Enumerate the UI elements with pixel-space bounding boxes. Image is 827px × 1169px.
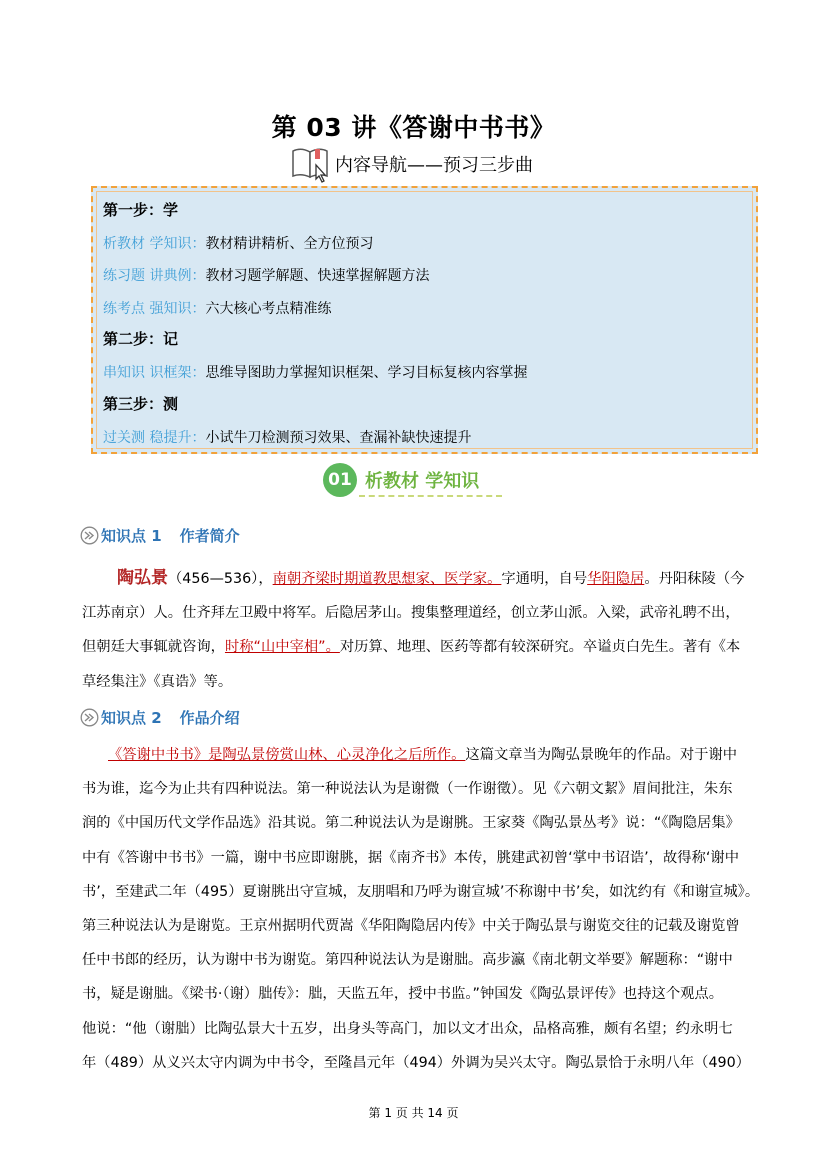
knowledge-point-heading — [80, 707, 240, 728]
step-row — [103, 233, 373, 253]
content-navigation-heading — [289, 143, 533, 185]
step-row-text: 六大核心考点精准练 — [205, 301, 332, 317]
section-number: 01 — [323, 463, 357, 497]
section-badge — [323, 463, 479, 497]
step-row — [103, 427, 471, 447]
page-title: 第 03 讲《答谢中书书》 — [271, 113, 556, 142]
step-three-heading: 第三步：测 — [103, 395, 179, 413]
step-row — [103, 265, 429, 285]
step-row-label: 练习题 讲典例： — [103, 268, 206, 284]
step-row-label: 练考点 强知识： — [103, 301, 206, 317]
book-pointer-icon — [289, 143, 333, 185]
knowledge-point-title: 作品介绍 — [179, 709, 240, 727]
step-row-text: 小试牛刀检测预习效果、查漏补缺快速提升 — [205, 430, 472, 446]
step-one-heading: 第一步：学 — [103, 201, 179, 219]
knowledge-point-label: 知识点 2 — [101, 709, 162, 727]
knowledge-point-label: 知识点 1 — [101, 527, 162, 545]
step-row — [103, 362, 527, 382]
double-chevron-icon — [80, 526, 99, 545]
step-row — [103, 298, 331, 318]
double-chevron-icon — [80, 708, 99, 727]
step-two-heading: 第二步：记 — [103, 330, 179, 348]
navigation-title: 内容导航——预习三步曲 — [335, 155, 533, 176]
work-paragraph: 《答谢中书书》是陶弘景傍赏山林、心灵净化之后所作。这篇文章当为陶弘景晚年的作品。对于谢中 书为谁，迄今为止共有四种说法。第一种说法认为是谢微（一作谢徵）。见《六朝文絜》眉间批注，朱东 润的《中国历代文学作品选》沿其说。第二种说法认为是谢朓。王家葵《陶弘景丛考》说：“《陶隐居集》 中有《答谢中书书》一篇，谢中书应即谢朓，据《南齐书》本传，朓建武初曾‘掌中书诏诰’，故得称‘谢中 书’，至建武二年（495）夏谢朓出守宣城，友朋唱和乃呼为谢宣城’不称谢中书’矣，如沈约有《和谢宣城》。 第三种说法认为是谢览。王京州据明代贾嵩《华阳陶隐居内传》中关于陶弘景与谢览交往的记载及谢览曾 任中书郎的经历，认为谢中书为谢览。第四种说法认为是谢朏。高步瀛《南北朝文举要》解题称：“谢中 书，疑是谢朏。《梁书·（谢）朏传》：朏，天监五年，授中书监。”钟国发《陶弘景评传》也持这个观点。 他说：“他（谢朏）比陶弘景大十五岁，出身头等高门，加以文才出众，品格高雅，颇有名望；约永明七 年（489）从义兴太守内调为中书令，至隆昌元年（494）外调为吴兴太守。陶弘景恰于永明八年（490） — [82, 747, 760, 1071]
knowledge-point-heading — [80, 525, 240, 546]
step-row-label: 串知识 识框架： — [103, 365, 206, 381]
step-row-label: 过关测 稳提升： — [103, 430, 206, 446]
page-footer: 第 1 页 共 14 页 — [368, 1106, 459, 1120]
step-row-label: 析教材 学知识： — [103, 236, 206, 252]
knowledge-point-title: 作者简介 — [179, 527, 240, 545]
step-row-text: 教材习题学解题、快速掌握解题方法 — [205, 268, 430, 284]
author-paragraph: 陶弘景（456—536），南朝齐梁时期道教思想家、医学家。字通明，自号华阳隐居。丹阳秣陵（今 江苏南京）人。仕齐拜左卫殿中将军。后隐居茅山。搜集整理道经，创立茅山派。入梁，武帝礼聘不出， 但朝廷大事辄就咨询，时称“山中宰相”。对历算、地理、医药等都有较深研究。卒谥贞白先生。著有《本 草经集注》《真诰》等。 — [82, 568, 745, 690]
author-name: 陶弘景 — [117, 568, 168, 588]
section-title: 析教材 学知识 — [365, 471, 480, 492]
preview-steps-box — [91, 186, 758, 454]
step-row-text: 教材精讲精析、全方位预习 — [205, 236, 374, 252]
step-row-text: 思维导图助力掌握知识框架、学习目标复核内容掌握 — [205, 365, 528, 381]
